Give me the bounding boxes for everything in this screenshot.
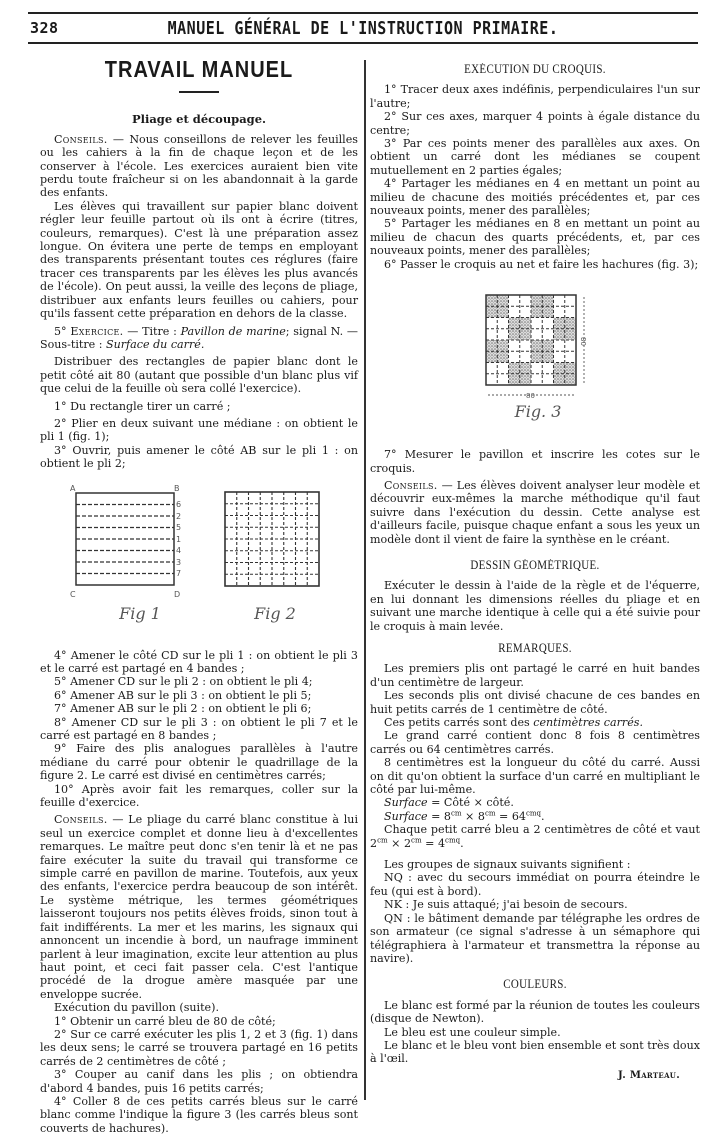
croquis-heading: EXÉCUTION DU CROQUIS. [464,63,606,77]
step-item: 7° Amener AB sur le pli 2 : on obtient le pli 6; [54,702,312,716]
couleur-item: Le blanc et le bleu vont bien ensemble et sont très doux à l'œil. [370,1038,700,1066]
figure-2-caption: Fig 2 [254,603,296,623]
signal-item: NQ : avec du secours immédiat on pourra éteindre le feu (qui est à bord). [370,871,700,898]
formula-1: Surface = Côté × côté. [384,796,514,810]
step-item: 2° Sur ce carré exécuter les plis 1, 2 et 3 (fig. 1) dans les deux sens; le carré se trouvera partagé en 16 petits carrés de 2 centimètres de côté ; [40,1027,358,1068]
step-item: 1° Obtenir un carré bleu de 80 de côté; [54,1014,276,1028]
svg-text:2: 2 [176,511,182,521]
remarque-item: Les premiers plis ont partagé le carré en huit bandes d'un centimètre de largeur. [370,662,700,689]
conseils-paragraph-3: Conseils. — Les élèves doivent analyser leur modèle et découvrir eux-mêmes la marche méthodique qu'il faut suivre dans l'exécution du dessin. Cette analyse est d'ailleurs facile, puisque chaque enfant a sous les yeux un modèle dont il vient de faire la synthèse en le créant. [370,478,700,546]
title-rule [179,91,219,93]
step-item: 3° Ouvrir, puis amener le côté AB sur le pli 1 : on obtient le pli 2; [40,443,358,471]
step-item: 9° Faire des plis analogues parallèles à l'autre médiane du carré pour obtenir le quadrillage de la figure 2. Le carré est divisé en centimètres carrés; [40,742,358,783]
step-item: 8° Amener CD sur le pli 3 : on obtient le pli 7 et le carré est partagé en 8 bandes ; [40,715,358,742]
left-column [40,57,359,1135]
svg-text:B: B [174,484,180,493]
step-item: 3° Couper au canif dans les plis ; on obtiendra d'abord 4 bandes, puis 16 petits carrés; [40,1068,358,1095]
remarque-item: Les seconds plis ont divisé chacune de ces bandes en huit petits carrés de 1 centimètre de côté. [370,689,700,716]
svg-text:80: 80 [526,392,535,401]
couleurs-heading: COULEURS. [503,978,567,992]
column-divider [364,60,366,1100]
step-item: 1° Du rectangle tirer un carré ; [54,399,231,413]
croquis-step: 4° Partager les médianes en 4 en mettant un point au milieu de chacune des moitiés précédentes et, par ces nouveaux points, mener des parallèles; [370,177,700,218]
signal-item: NK : Je suis attaqué; j'ai besoin de secours. [384,898,628,912]
step-item: 5° Amener CD sur le pli 2 : on obtient le pli 4; [54,675,313,689]
conseils-label: Conseils. [54,132,108,146]
conseils-paragraph-2: Conseils. — Le pliage du carré blanc constitue à lui seul un exercice complet et donne lieu à d'excellentes remarques. Le maître peut donc s'en tenir là et ne pas faire exécuter la suite du travail qui transforme ce simple carré en pavillon de marine. Toutefois, aux yeux des enfants, l'exercice perdra beaucoup de son intérêt. Le système métrique, les termes géométriques laisseront toujours nos petits élèves froids, sinon tout à fait indifférents. La mer et les marins, les signaux qui annoncent un incendie à bord, un naufrage imminent parlent à leur imagination, excite leur attention au plus haut point, et ceci fait passer cela. C'est l'antique procédé de la drogue amère masquée par une enveloppe sucrée. [40,813,358,1001]
section-title: TRAVAIL MANUEL [104,57,294,83]
croquis-step: 2° Sur ces axes, marquer 4 points à égale distance du centre; [370,110,700,137]
svg-text:5: 5 [176,522,182,532]
right-column [370,62,700,1082]
dessin-heading: DESSIN GÉOMÉTRIQUE. [470,559,600,573]
svg-text:1: 1 [176,534,182,544]
svg-text:3: 3 [176,557,182,567]
croquis-step: 1° Tracer deux axes indéfinis, perpendiculaires l'un sur l'autre; [370,83,700,110]
formula-2: Surface = $8^{cm} \times 8^{cm} = 64^{cmq}$. [384,809,545,823]
svg-text:7: 7 [176,568,182,578]
svg-text:A: A [70,484,76,493]
couleur-item: Le blanc est formé par la réunion de toutes les couleurs (disque de Newton). [370,998,700,1026]
svg-text:4: 4 [176,545,182,555]
page-number: 328 [30,19,59,37]
step-item: 4° Coller 8 de ces petits carrés bleus sur le carré blanc comme l'indique la figure 3 (les carrés bleus sont couverts de hachures). [40,1094,358,1135]
svg-text:C: C [70,589,76,599]
remarque-item: 8 centimètres est la longueur du côté du carré. Aussi on dit qu'on obtient la surface d'un carré en multipliant le côté par lui-même. [370,756,700,797]
step-item: 6° Amener AB sur le pli 3 : on obtient le pli 5; [54,688,312,702]
remarque-item: Le grand carré contient donc 8 fois 8 centimètres carrés ou 64 centimètres carrés. [370,729,700,756]
figure-3 [370,283,700,438]
figure-1-caption: Fig 1 [119,603,161,623]
author-signature: J. Marteau. [618,1069,680,1081]
step-7: 7° Mesurer le pavillon et inscrire les cotes sur le croquis. [370,448,700,475]
execution-suite-heading: Exécution du pavillon (suite). [54,1001,219,1015]
remarques-heading: REMARQUES. [498,642,572,656]
couleur-item: Le bleu est une couleur simple. [384,1025,561,1039]
step-item: 2° Plier en deux suivant une médiane : on obtient le pli 1 (fig. 1); [40,416,358,444]
grid-diagram-icon [224,491,320,587]
header-bottom-rule [28,42,698,44]
dessin-paragraph: Exécuter le dessin à l'aide de la règle et de l'équerre, en lui donnant les dimensions réelles du pliage et en suivant une marche identique à celle qui a été suivie pour le croquis à main levée. [370,579,700,633]
chaque-paragraph: Chaque petit carré bleu a 2 centimètres de côté et vaut $2^{cm} \times 2^{cm} = 4^{cmq}$. [370,823,700,850]
remarque-item: Ces petits carrés sont des centimètres carrés. [384,716,644,729]
svg-text:D: D [174,589,181,599]
step-item: 4° Amener le côté CD sur le pli 1 : on obtient le pli 3 et le carré est partagé en 4 bandes ; [40,648,358,675]
checkerboard-flag-icon [482,291,592,401]
croquis-step: 6° Passer le croquis au net et faire les hachures (fig. 3); [384,257,699,271]
signal-item: QN : le bâtiment demande par télégraphe les ordres de son armateur (ce signal s'adresse à un sémaphore qui télégraphiera à l'armateur et transmettra la réponse au navire). [370,911,700,965]
step-item: 10° Après avoir fait les remarques, coller sur la feuille d'exercice. [40,782,358,810]
distribuer-paragraph: Distribuer des rectangles de papier blanc dont le petit côté ait 80 (autant que possible d'un blanc plus vif que celui de la feuille où sera collé l'exercice). [40,355,358,396]
figure-2 [224,491,320,587]
journal-title: MANUEL GÉNÉRAL DE L'INSTRUCTION PRIMAIRE. [167,17,559,39]
fold-diagram-icon [62,485,202,605]
exercice-paragraph: 5° Exercice. — Titre : Pavillon de marine; signal N. — Sous-titre : Surface du carré. [40,324,359,351]
svg-text:80: 80 [579,337,587,347]
svg-text:6: 6 [176,499,182,509]
figures-1-2 [40,477,358,647]
page-header [30,19,696,39]
signaux-intro: Les groupes de signaux suivants signifient : [384,858,631,872]
paragraph-2: Les élèves qui travaillent sur papier blanc doivent régler leur feuille partout où ils ont à écrire (titres, couleurs, remarques). C'est là une préparation assez longue. On évitera une perte de temps en employant des transparents présentant toutes ces réglures (faire tracer ces transparents par les élèves les plus avancés de l'école). On peut aussi, la veille des leçons de pliage, distribuer aux enfants leurs feuilles ou cahiers, pour qu'ils fassent cette préparation en dehors de la classe. [40,199,358,321]
figure-3-caption: Fig. 3 [514,402,562,422]
figure-1 [62,485,202,605]
croquis-step: 3° Par ces points mener des parallèles aux axes. On obtient un carré dont les médianes se coupent mutuellement en 2 parties égales; [370,137,700,177]
conseils-paragraph-1: Conseils. — Nous conseillons de relever les feuilles ou les cahiers à la fin de chaque leçon et de les conserver à l'école. Les exercices auraient bien vite perdu toute fraîcheur si on les abandonnait à la garde des enfants. [40,132,358,200]
subtitle: Pliage et découpage. [131,112,267,127]
croquis-step: 5° Partager les médianes en 8 en mettant un point au milieu de chacun des quarts précédents, et, par ces nouveaux points, mener des parallèles; [370,217,700,258]
header-top-rule [28,12,698,14]
